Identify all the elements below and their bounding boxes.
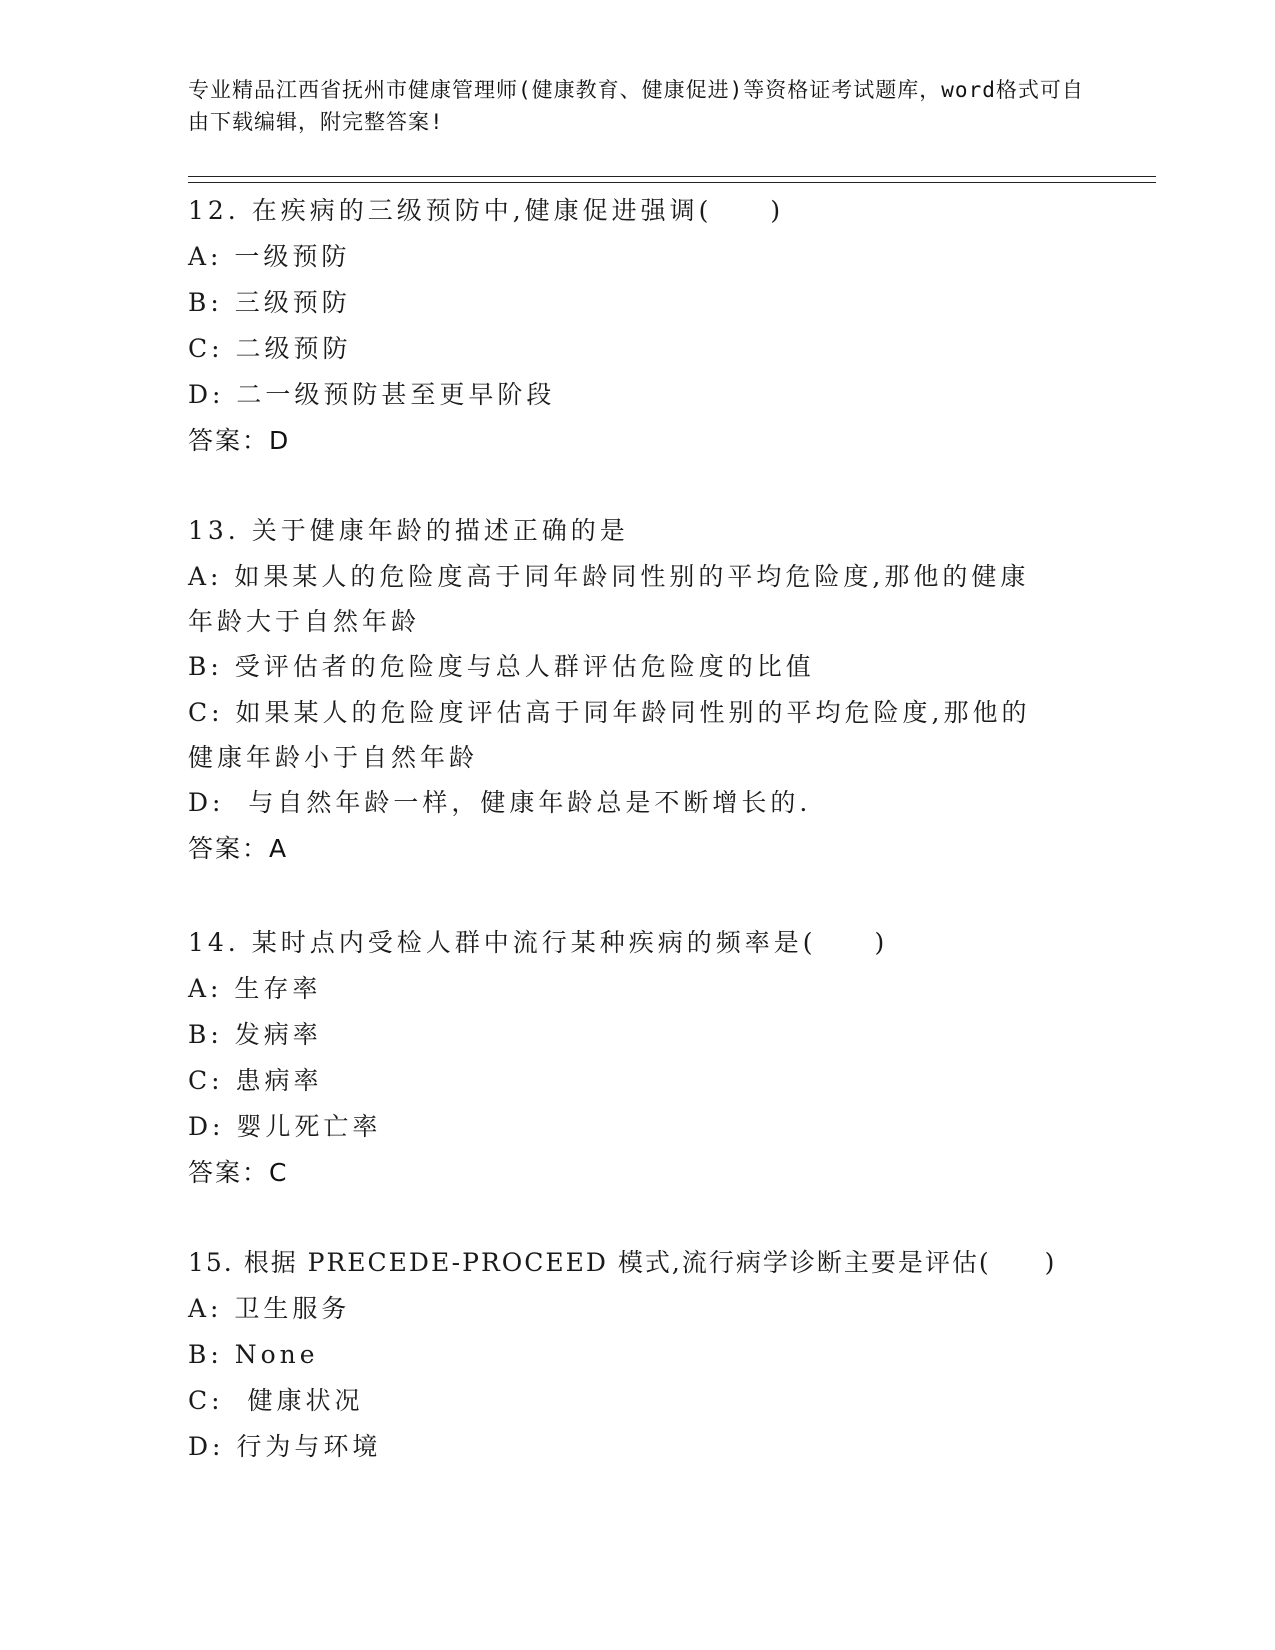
answer-line: 答案：C <box>188 1158 289 1187</box>
option-d: D: 行为与环境 <box>188 1432 382 1461</box>
question-stem: 12. 在疾病的三级预防中,健康促进强调( ) <box>188 196 785 225</box>
question-block-14 <box>188 920 1088 1196</box>
answer-line: 答案：D <box>188 426 291 455</box>
document-header: 专业精品江西省抚州市健康管理师(健康教育、健康促进)等资格证考试题库，word格式可自由下载编辑，附完整答案! <box>188 78 1084 134</box>
option-b: B: 受评估者的危险度与总人群评估危险度的比值 <box>188 652 815 681</box>
option-c: C: 患病率 <box>188 1066 323 1095</box>
option-a: A: 卫生服务 <box>188 1294 351 1323</box>
answer-line: 答案：A <box>188 834 289 863</box>
option-d: D: 婴儿死亡率 <box>188 1112 382 1141</box>
question-stem: 15. 根据 PRECEDE-PROCEED 模式,流行病学诊断主要是评估( ) <box>188 1248 1057 1277</box>
option-d: D: 二一级预防甚至更早阶段 <box>188 380 556 409</box>
option-c: C: 如果某人的危险度评估高于同年龄同性别的平均危险度,那他的健康年龄小于自然年龄 <box>188 698 1031 772</box>
question-block-13 <box>188 508 1048 872</box>
option-d: D: 与自然年龄一样，健康年龄总是不断增长的. <box>188 788 812 817</box>
option-b: B: None <box>188 1340 319 1369</box>
option-c: C: 健康状况 <box>188 1386 364 1415</box>
option-a: A: 生存率 <box>188 974 322 1003</box>
option-a: A: 一级预防 <box>188 242 351 271</box>
question-stem: 14. 某时点内受检人群中流行某种疾病的频率是( ) <box>188 928 889 957</box>
option-a: A: 如果某人的危险度高于同年龄同性别的平均危险度,那他的健康年龄大于自然年龄 <box>188 562 1030 636</box>
header-divider-top <box>188 176 1156 177</box>
question-block-15 <box>188 1240 1148 1470</box>
option-b: B: 三级预防 <box>188 288 351 317</box>
option-b: B: 发病率 <box>188 1020 322 1049</box>
option-c: C: 二级预防 <box>188 334 352 363</box>
question-block-12 <box>188 188 1088 464</box>
header-divider-bottom <box>188 182 1156 183</box>
question-stem: 13. 关于健康年龄的描述正确的是 <box>188 516 629 545</box>
